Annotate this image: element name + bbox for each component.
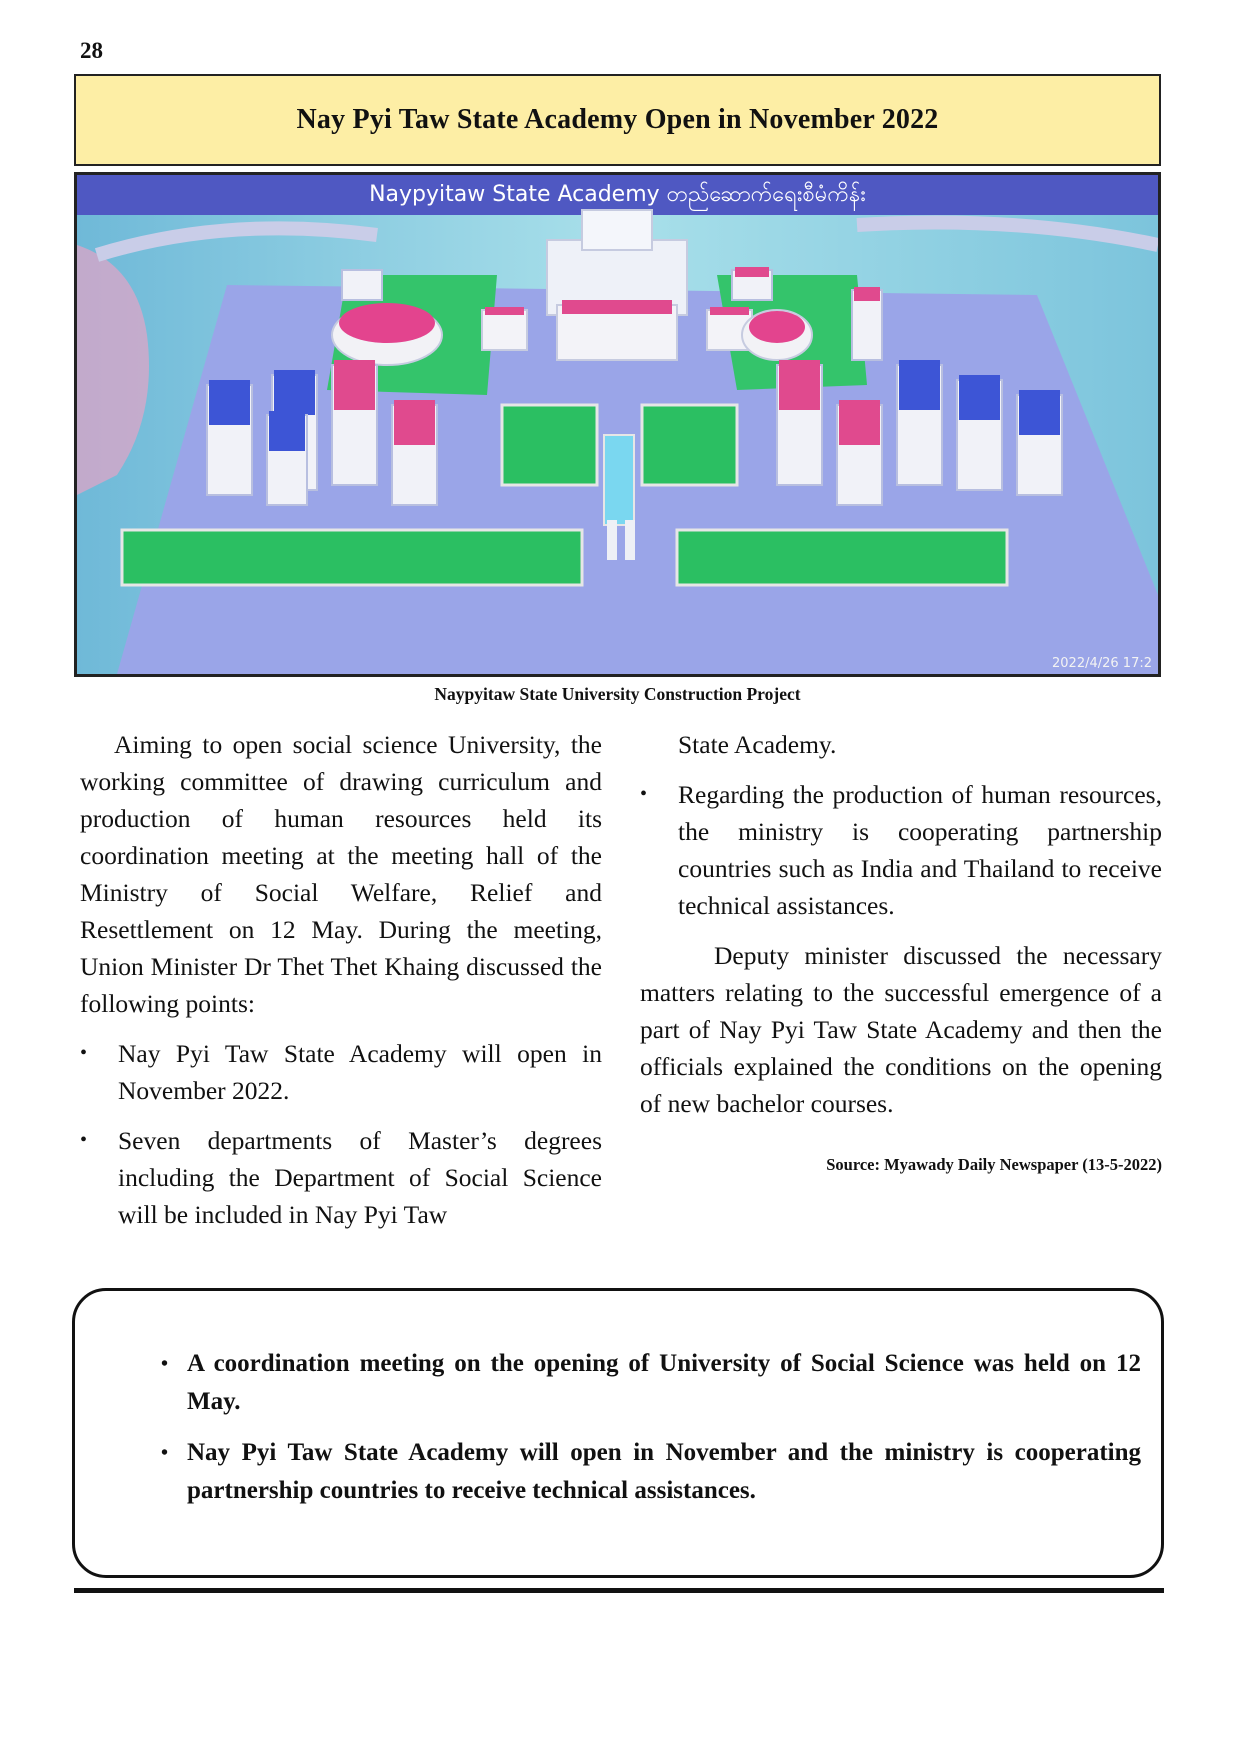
summary-item	[95, 1434, 1141, 1510]
source-citation: Source: Myawady Daily Newspaper (13-5-2022)	[826, 1155, 1162, 1174]
bullet-icon: •	[640, 783, 648, 805]
page-title: Nay Pyi Taw State Academy Open in November 2022	[296, 104, 939, 135]
campus-rendering-photo	[74, 172, 1161, 677]
photo-caption: Naypyitaw State University Construction Project	[434, 684, 801, 704]
closing-paragraph: Deputy minister discussed the necessary matters relating to the successful emergence of a part of Nay Pyi Taw State Academy and then the officials explained the conditions on the opening of new bachelor courses.	[640, 941, 1162, 1118]
intro-paragraph: Aiming to open social science University, the working committee of drawing curriculum and production of human resources held its coordination meeting at the meeting hall of the Ministry of Social Welfare, Relief and Resettlement on 12 May. During the meeting, Union Minister Dr Thet Thet Khaing discussed the following points:	[80, 730, 602, 1018]
summary-list	[95, 1345, 1141, 1510]
list-item-text: Regarding the production of human resources, the ministry is cooperating partnership countries such as India and Thailand to receive technical assistances.	[678, 780, 1162, 920]
title-banner	[74, 74, 1161, 166]
photo-banner-text: Naypyitaw State Academy တည်ဆောက်ရေးစီမံကိန်း	[369, 182, 866, 207]
summary-item-text: Nay Pyi Taw State Academy will open in November and the ministry is cooperating partnership countries to receive technical assistances.	[187, 1439, 1141, 1504]
list-item-text: Seven departments of Master’s degrees including the Department of Social Science will be included in Nay Pyi Taw	[118, 1126, 602, 1229]
summary-box	[72, 1288, 1164, 1578]
list-item	[80, 1035, 602, 1109]
page-number: 28	[80, 38, 103, 63]
bullet-icon: •	[80, 1042, 88, 1064]
photo-timestamp: 2022/4/26 17:2	[1052, 656, 1152, 671]
bullet-icon: •	[161, 1442, 169, 1464]
discussion-points-list-continued	[640, 776, 1162, 924]
bottom-divider	[74, 1588, 1164, 1593]
list-item	[640, 776, 1162, 924]
list-item	[80, 1122, 602, 1233]
list-item-continuation: State Academy.	[678, 730, 837, 759]
bullet-icon: •	[80, 1129, 88, 1151]
article-column-left	[80, 726, 602, 1233]
summary-item-text: A coordination meeting on the opening of University of Social Science was held on 12 May.	[187, 1350, 1141, 1415]
discussion-points-list	[80, 1035, 602, 1233]
summary-item	[95, 1345, 1141, 1421]
list-item-text: Nay Pyi Taw State Academy will open in November 2022.	[118, 1039, 602, 1105]
bullet-icon: •	[161, 1353, 169, 1375]
campus-rendering-illustration	[77, 175, 1158, 674]
article-column-right	[640, 726, 1162, 1183]
